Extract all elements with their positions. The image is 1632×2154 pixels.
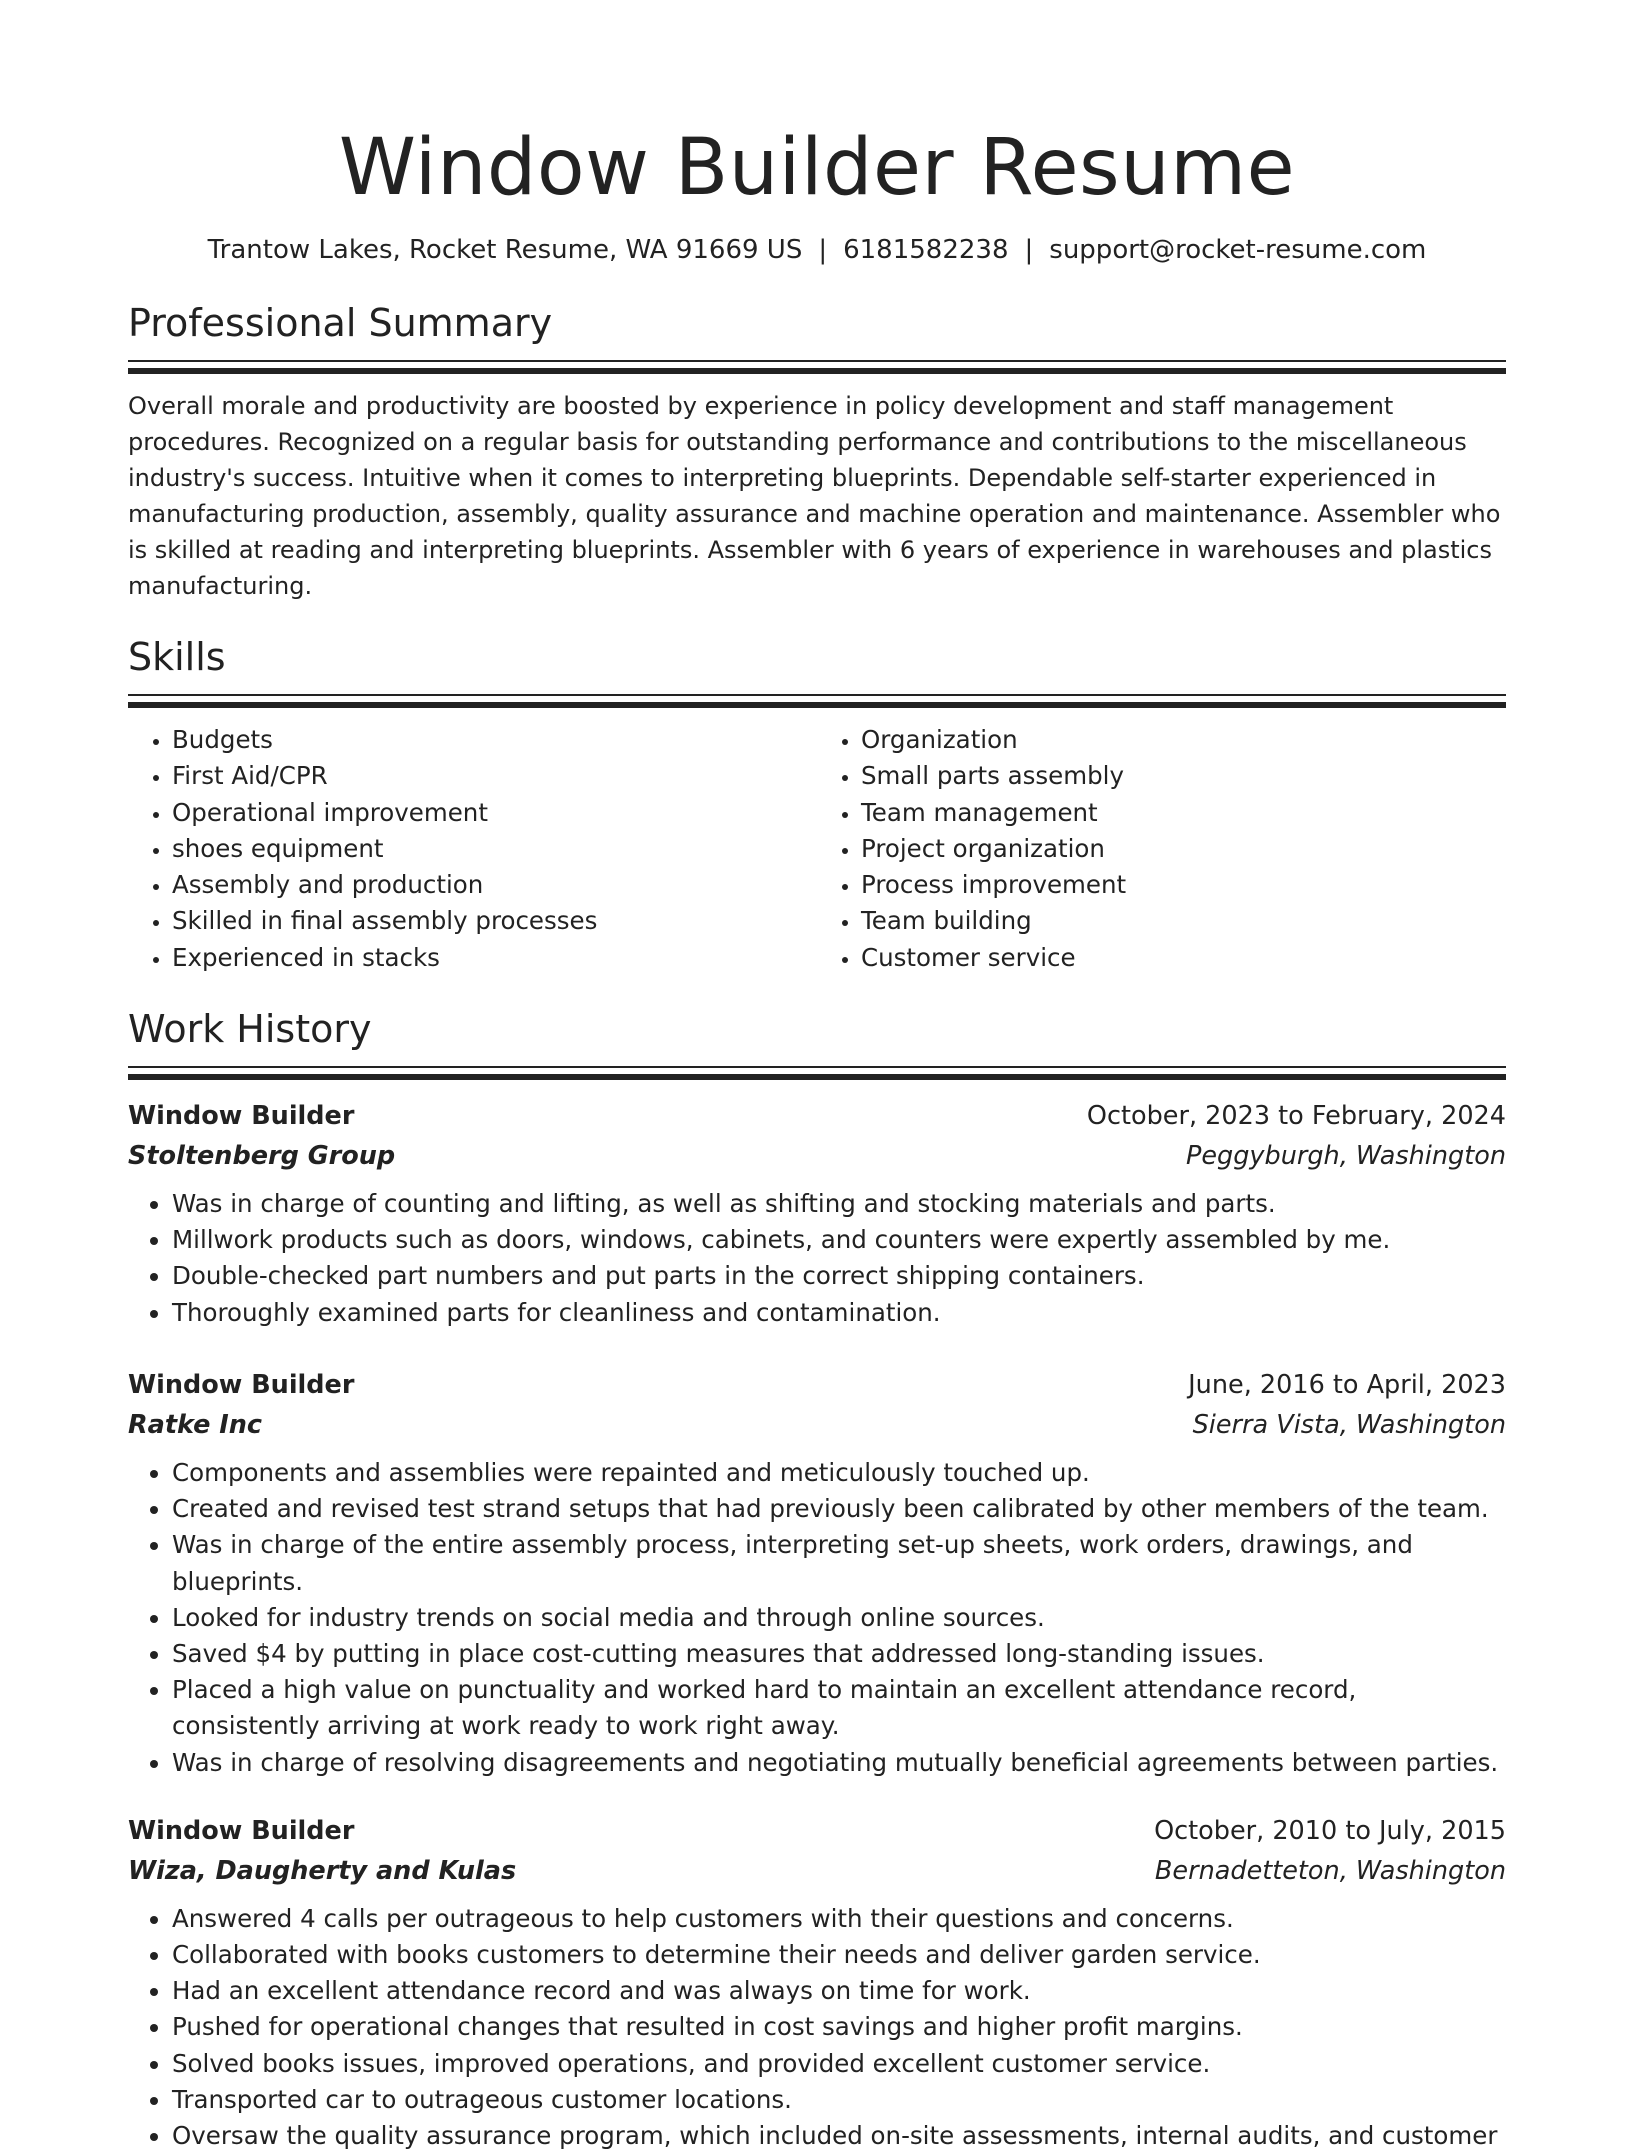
job-dates: October, 2010 to July, 2015 (1154, 1815, 1506, 1846)
job-bullet: • Was in charge of the entire assembly process, interpreting set-up sheets, work orders, drawings, and blueprints. (172, 1527, 1506, 1599)
work-history-heading: Work History (128, 1007, 372, 1052)
job-bullet: • Thoroughly examined parts for cleanliness and contamination. (172, 1295, 1506, 1331)
job-header-row (128, 1096, 1506, 1136)
job-bullet: • Was in charge of counting and lifting, as well as shifting and stocking materials and parts. (172, 1186, 1506, 1222)
contact-phone: 6181582238 (843, 235, 1009, 265)
skill-item: • First Aid/CPR (172, 758, 817, 794)
resume-page (128, 0, 1506, 2154)
job-company: Wiza, Daugherty and Kulas (128, 1855, 517, 1886)
skill-item: • Customer service (861, 940, 1506, 976)
skill-item: • Budgets (172, 722, 817, 758)
skill-item: • Project organization (861, 831, 1506, 867)
job-bullet: • Answered 4 calls per outrageous to help customers with their questions and concerns. (172, 1901, 1506, 1937)
skill-item: • shoes equipment (172, 831, 817, 867)
job-bullet: • Collaborated with books customers to determine their needs and deliver garden service. (172, 1937, 1506, 1973)
job-bullet: • Solved books issues, improved operations, and provided excellent customer service. (172, 2046, 1506, 2082)
skills-section (128, 632, 1506, 976)
skills-heading: Skills (128, 635, 226, 679)
job-bullet: • Had an excellent attendance record and was always on time for work. (172, 1973, 1506, 2009)
job-company-row (128, 1851, 1506, 1891)
contact-separator: | (1024, 235, 1034, 265)
job-dates: June, 2016 to April, 2023 (1188, 1369, 1506, 1400)
job-company-row (128, 1405, 1506, 1445)
job-company: Ratke Inc (128, 1409, 263, 1440)
job-bullet: • Saved $4 by putting in place cost-cutting measures that addressed long-standing issues. (172, 1636, 1506, 1672)
job-bullet: • Oversaw the quality assurance program, which included on-site assessments, internal audits, and customer (172, 2118, 1506, 2154)
skill-item: • Small parts assembly (861, 758, 1506, 794)
job-bullet: • Created and revised test strand setups that had previously been calibrated by other members of the team. (172, 1491, 1506, 1527)
skill-item: • Process improvement (861, 867, 1506, 903)
summary-text: Overall morale and productivity are boosted by experience in policy development and staff management procedures. Recognized on a regular basis for outstanding performance and contributions to the miscellaneous industry's success. Intuitive when it comes to interpreting blueprints. Dependable self-starter experienced in manufacturing production, assembly, quality assurance and machine operation and maintenance. Assembler who is skilled at reading and interpreting blueprints. Assembler with 6 years of experience in warehouses and plastics manufacturing. (128, 392, 1501, 600)
summary-section (128, 298, 1506, 604)
job-title: Window Builder (128, 1369, 355, 1400)
work-history-section (128, 1004, 1506, 2154)
job-bullets (128, 1455, 1506, 1781)
skills-list-right (817, 722, 1506, 976)
contact-email: support@rocket-resume.com (1049, 235, 1427, 265)
job-entry (128, 1811, 1506, 2154)
contact-separator: | (818, 235, 828, 265)
job-bullets (128, 1186, 1506, 1331)
job-bullet: • Placed a high value on punctuality and worked hard to maintain an excellent attendance record, consistently arriving at work ready to work right away. (172, 1672, 1506, 1744)
job-bullet: • Transported car to outrageous customer locations. (172, 2082, 1506, 2118)
summary-heading: Professional Summary (128, 301, 553, 345)
job-dates: October, 2023 to February, 2024 (1086, 1101, 1506, 1132)
job-bullet: • Was in charge of resolving disagreements and negotiating mutually beneficial agreements between parties. (172, 1745, 1506, 1781)
skills-columns (128, 722, 1506, 976)
job-bullet: • Components and assemblies were repainted and meticulously touched up. (172, 1455, 1506, 1491)
section-divider (128, 360, 1506, 374)
job-header-row (128, 1365, 1506, 1405)
job-company: Stoltenberg Group (128, 1141, 396, 1172)
section-divider (128, 694, 1506, 708)
skill-item: • Team management (861, 795, 1506, 831)
skill-item: • Operational improvement (172, 795, 817, 831)
job-location: Sierra Vista, Washington (1192, 1409, 1506, 1440)
job-bullet: • Looked for industry trends on social media and through online sources. (172, 1600, 1506, 1636)
job-bullets (128, 1901, 1506, 2154)
skill-item: • Assembly and production (172, 867, 817, 903)
skill-item: • Skilled in final assembly processes (172, 903, 817, 939)
job-location: Peggyburgh, Washington (1185, 1141, 1506, 1172)
job-title: Window Builder (128, 1101, 355, 1132)
job-entry (128, 1365, 1506, 1781)
skill-item: • Organization (861, 722, 1506, 758)
job-bullet: • Pushed for operational changes that resulted in cost savings and higher profit margins. (172, 2009, 1506, 2045)
skill-item: • Experienced in stacks (172, 940, 817, 976)
section-divider (128, 1066, 1506, 1080)
contact-address: Trantow Lakes, Rocket Resume, WA 91669 US (207, 235, 803, 265)
resume-title: Window Builder Resume (338, 123, 1296, 213)
skill-item: • Team building (861, 903, 1506, 939)
job-header-row (128, 1811, 1506, 1851)
job-title: Window Builder (128, 1815, 355, 1846)
job-entry (128, 1096, 1506, 1331)
job-bullet: • Millwork products such as doors, windows, cabinets, and counters were expertly assembled by me. (172, 1222, 1506, 1258)
contact-line (128, 232, 1506, 268)
job-location: Bernadetteton, Washington (1154, 1855, 1506, 1886)
job-bullet: • Double-checked part numbers and put parts in the correct shipping containers. (172, 1258, 1506, 1294)
job-company-row (128, 1136, 1506, 1176)
skills-list-left (128, 722, 817, 976)
